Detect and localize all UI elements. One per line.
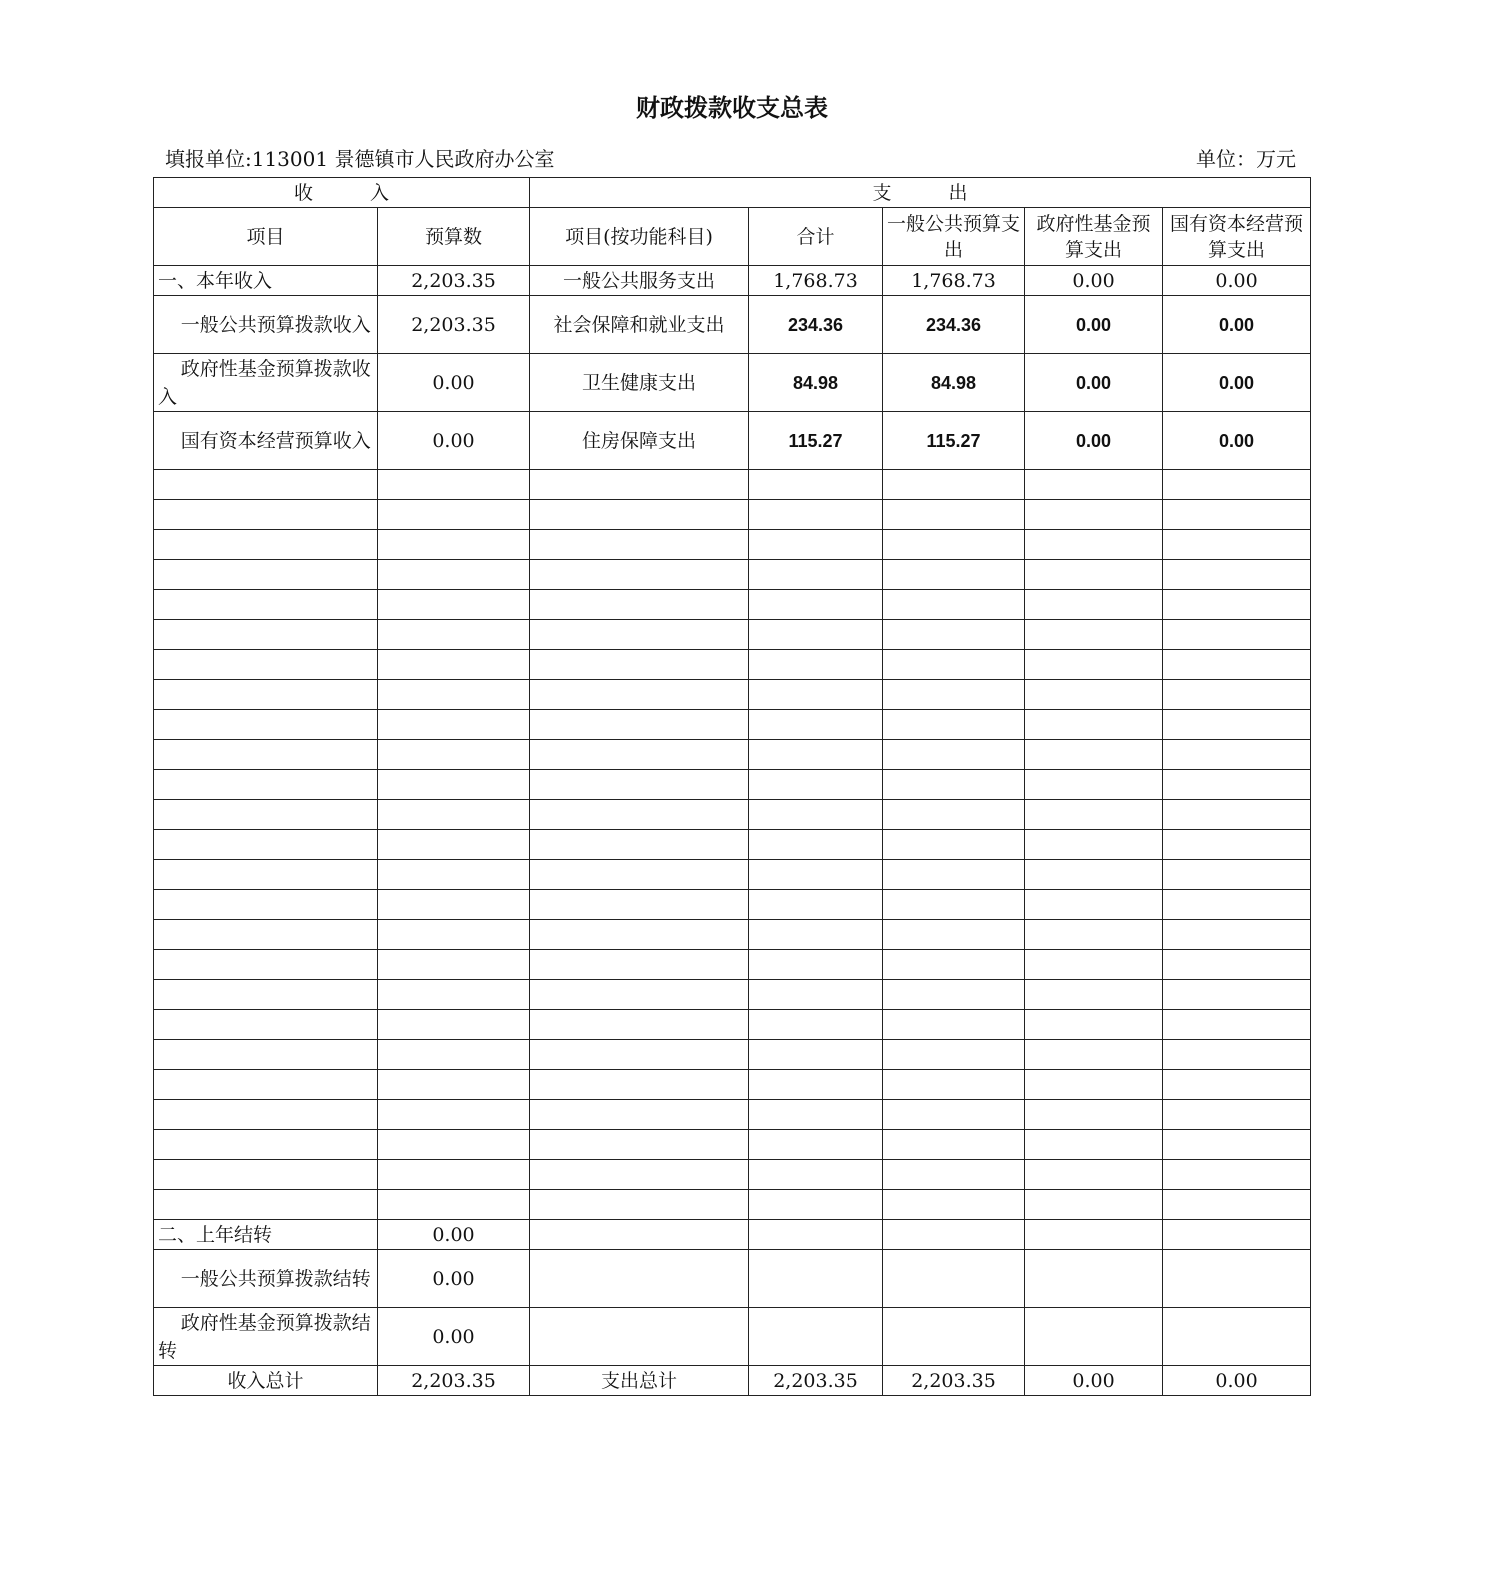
reporting-unit: 填报单位:113001 景德镇市人民政府办公室 xyxy=(165,147,555,171)
empty-cell xyxy=(530,500,749,530)
empty-cell xyxy=(154,1160,378,1190)
empty-cell xyxy=(1163,1100,1311,1130)
empty-cell xyxy=(1025,470,1163,500)
empty-cell xyxy=(1025,530,1163,560)
table-cell xyxy=(883,1308,1025,1366)
table-cell xyxy=(749,1250,883,1308)
empty-cell xyxy=(530,470,749,500)
empty-cell xyxy=(749,620,883,650)
empty-cell xyxy=(1163,950,1311,980)
table-cell: 政府性基金预算拨款结转 xyxy=(154,1308,378,1366)
empty-cell xyxy=(154,1070,378,1100)
empty-cell xyxy=(1163,920,1311,950)
empty-cell xyxy=(883,950,1025,980)
empty-cell xyxy=(883,1160,1025,1190)
empty-cell xyxy=(1025,830,1163,860)
empty-cell xyxy=(1163,500,1311,530)
empty-cell xyxy=(1163,740,1311,770)
empty-cell xyxy=(749,1040,883,1070)
empty-cell xyxy=(530,860,749,890)
table-cell: 0.00 xyxy=(378,1308,530,1366)
table-cell: 115.27 xyxy=(749,412,883,470)
empty-cell xyxy=(883,1100,1025,1130)
table-cell: 0.00 xyxy=(1163,296,1311,354)
empty-cell xyxy=(749,650,883,680)
empty-cell xyxy=(154,800,378,830)
empty-cell xyxy=(154,890,378,920)
empty-cell xyxy=(883,800,1025,830)
empty-cell xyxy=(530,1130,749,1160)
table-cell: 0.00 xyxy=(378,354,530,412)
empty-cell xyxy=(378,950,530,980)
currency-unit: 单位：万元 xyxy=(1196,147,1296,171)
table-cell xyxy=(749,1308,883,1366)
empty-cell xyxy=(378,830,530,860)
empty-cell xyxy=(1025,1190,1163,1220)
table-cell: 84.98 xyxy=(749,354,883,412)
table-cell xyxy=(1163,1308,1311,1366)
empty-cell xyxy=(154,740,378,770)
table-cell: 2,203.35 xyxy=(378,296,530,354)
empty-cell xyxy=(378,890,530,920)
empty-cell xyxy=(1025,740,1163,770)
empty-cell xyxy=(883,710,1025,740)
table-cell xyxy=(530,1250,749,1308)
empty-cell xyxy=(883,1040,1025,1070)
table-cell: 2,203.35 xyxy=(378,266,530,296)
table-cell xyxy=(1025,1250,1163,1308)
empty-cell xyxy=(1025,1160,1163,1190)
empty-cell xyxy=(1163,1190,1311,1220)
empty-cell xyxy=(749,1130,883,1160)
empty-cell xyxy=(378,470,530,500)
empty-cell xyxy=(1163,560,1311,590)
col-header: 项目(按功能科目) xyxy=(530,208,749,266)
empty-cell xyxy=(154,950,378,980)
empty-cell xyxy=(749,560,883,590)
empty-cell xyxy=(1025,890,1163,920)
empty-row xyxy=(154,1190,1311,1220)
empty-cell xyxy=(749,680,883,710)
empty-cell xyxy=(749,590,883,620)
empty-cell xyxy=(1163,650,1311,680)
empty-cell xyxy=(154,560,378,590)
empty-cell xyxy=(883,740,1025,770)
empty-cell xyxy=(749,830,883,860)
empty-cell xyxy=(378,800,530,830)
col-header: 政府性基金预算支出 xyxy=(1025,208,1163,266)
empty-cell xyxy=(883,890,1025,920)
empty-cell xyxy=(154,1040,378,1070)
empty-row xyxy=(154,1010,1311,1040)
empty-cell xyxy=(1163,530,1311,560)
table-cell xyxy=(883,1220,1025,1250)
empty-cell xyxy=(530,590,749,620)
table-cell xyxy=(1025,1308,1163,1366)
empty-cell xyxy=(749,530,883,560)
table-cell: 0.00 xyxy=(1163,412,1311,470)
table-cell xyxy=(1163,1220,1311,1250)
empty-cell xyxy=(378,500,530,530)
table-row xyxy=(154,1220,1311,1250)
empty-cell xyxy=(154,980,378,1010)
empty-cell xyxy=(883,620,1025,650)
col-header: 一般公共预算支出 xyxy=(883,208,1025,266)
empty-cell xyxy=(530,770,749,800)
empty-cell xyxy=(530,1100,749,1130)
empty-cell xyxy=(1163,1070,1311,1100)
empty-row xyxy=(154,740,1311,770)
header-row-columns xyxy=(154,208,1311,266)
empty-cell xyxy=(378,650,530,680)
empty-cell xyxy=(883,1190,1025,1220)
empty-cell xyxy=(749,980,883,1010)
empty-cell xyxy=(378,620,530,650)
empty-cell xyxy=(1025,800,1163,830)
empty-cell xyxy=(749,800,883,830)
fiscal-summary-table xyxy=(153,177,1311,1396)
empty-cell xyxy=(883,590,1025,620)
empty-cell xyxy=(530,980,749,1010)
income-header: 收 入 xyxy=(154,178,530,208)
empty-cell xyxy=(749,950,883,980)
empty-cell xyxy=(1163,800,1311,830)
empty-cell xyxy=(1025,500,1163,530)
empty-cell xyxy=(154,680,378,710)
table-cell: 二、上年结转 xyxy=(154,1220,378,1250)
empty-cell xyxy=(530,560,749,590)
table-cell: 住房保障支出 xyxy=(530,412,749,470)
empty-cell xyxy=(883,920,1025,950)
empty-cell xyxy=(1025,770,1163,800)
empty-cell xyxy=(1025,1010,1163,1040)
table-row xyxy=(154,1366,1311,1396)
table-cell: 一般公共服务支出 xyxy=(530,266,749,296)
table-cell: 2,203.35 xyxy=(883,1366,1025,1396)
empty-row xyxy=(154,1040,1311,1070)
empty-cell xyxy=(530,740,749,770)
empty-cell xyxy=(749,470,883,500)
table-cell: 一、本年收入 xyxy=(154,266,378,296)
empty-row xyxy=(154,530,1311,560)
col-header: 合计 xyxy=(749,208,883,266)
empty-cell xyxy=(154,500,378,530)
table-cell xyxy=(1163,1250,1311,1308)
empty-cell xyxy=(378,1070,530,1100)
empty-cell xyxy=(154,770,378,800)
empty-cell xyxy=(530,890,749,920)
table-cell: 国有资本经营预算收入 xyxy=(154,412,378,470)
empty-cell xyxy=(1025,620,1163,650)
table-cell xyxy=(530,1308,749,1366)
table-cell: 1,768.73 xyxy=(749,266,883,296)
empty-cell xyxy=(154,710,378,740)
empty-cell xyxy=(378,740,530,770)
table-cell: 84.98 xyxy=(883,354,1025,412)
table-cell: 支出总计 xyxy=(530,1366,749,1396)
empty-cell xyxy=(1163,890,1311,920)
empty-cell xyxy=(378,590,530,620)
empty-cell xyxy=(883,530,1025,560)
empty-cell xyxy=(1163,830,1311,860)
empty-cell xyxy=(154,530,378,560)
empty-row xyxy=(154,680,1311,710)
table-row xyxy=(154,266,1311,296)
table-cell: 0.00 xyxy=(378,412,530,470)
empty-cell xyxy=(378,1100,530,1130)
empty-cell xyxy=(1163,620,1311,650)
empty-cell xyxy=(1163,1130,1311,1160)
empty-cell xyxy=(1025,590,1163,620)
table-row xyxy=(154,412,1311,470)
empty-cell xyxy=(154,1010,378,1040)
table-cell: 234.36 xyxy=(749,296,883,354)
empty-cell xyxy=(154,590,378,620)
empty-cell xyxy=(154,1190,378,1220)
empty-cell xyxy=(530,1070,749,1100)
empty-cell xyxy=(1163,710,1311,740)
table-cell: 一般公共预算拨款结转 xyxy=(154,1250,378,1308)
empty-cell xyxy=(749,500,883,530)
empty-cell xyxy=(154,860,378,890)
table-cell: 234.36 xyxy=(883,296,1025,354)
empty-cell xyxy=(749,770,883,800)
empty-cell xyxy=(530,950,749,980)
empty-cell xyxy=(749,1070,883,1100)
empty-cell xyxy=(530,1010,749,1040)
empty-cell xyxy=(749,710,883,740)
empty-cell xyxy=(883,1010,1025,1040)
empty-row xyxy=(154,980,1311,1010)
empty-row xyxy=(154,770,1311,800)
empty-row xyxy=(154,860,1311,890)
empty-cell xyxy=(378,1130,530,1160)
table-row xyxy=(154,296,1311,354)
table-cell: 0.00 xyxy=(1025,412,1163,470)
empty-cell xyxy=(749,1190,883,1220)
col-header: 国有资本经营预算支出 xyxy=(1163,208,1311,266)
empty-cell xyxy=(1025,980,1163,1010)
empty-cell xyxy=(1163,1010,1311,1040)
table-cell: 115.27 xyxy=(883,412,1025,470)
table-cell: 2,203.35 xyxy=(378,1366,530,1396)
empty-cell xyxy=(749,740,883,770)
empty-row xyxy=(154,800,1311,830)
table-row xyxy=(154,1250,1311,1308)
empty-cell xyxy=(1025,1070,1163,1100)
table-cell xyxy=(749,1220,883,1250)
empty-row xyxy=(154,1130,1311,1160)
table-cell: 政府性基金预算拨款收入 xyxy=(154,354,378,412)
empty-cell xyxy=(378,1040,530,1070)
empty-row xyxy=(154,500,1311,530)
empty-row xyxy=(154,1160,1311,1190)
empty-cell xyxy=(883,470,1025,500)
empty-cell xyxy=(1025,950,1163,980)
col-header: 预算数 xyxy=(378,208,530,266)
table-cell: 0.00 xyxy=(1163,266,1311,296)
empty-cell xyxy=(530,710,749,740)
empty-cell xyxy=(1025,1100,1163,1130)
empty-cell xyxy=(378,920,530,950)
table-cell: 0.00 xyxy=(1163,1366,1311,1396)
empty-cell xyxy=(378,530,530,560)
empty-cell xyxy=(530,530,749,560)
empty-cell xyxy=(530,1160,749,1190)
empty-row xyxy=(154,890,1311,920)
empty-cell xyxy=(883,650,1025,680)
empty-cell xyxy=(154,470,378,500)
empty-cell xyxy=(749,920,883,950)
empty-cell xyxy=(1163,1040,1311,1070)
table-cell: 收入总计 xyxy=(154,1366,378,1396)
empty-cell xyxy=(378,1190,530,1220)
page-title: 财政拨款收支总表 xyxy=(636,94,828,122)
table-row xyxy=(154,1308,1311,1366)
empty-cell xyxy=(378,980,530,1010)
empty-row xyxy=(154,1100,1311,1130)
empty-row xyxy=(154,560,1311,590)
empty-cell xyxy=(1163,1160,1311,1190)
empty-cell xyxy=(883,860,1025,890)
table-cell xyxy=(883,1250,1025,1308)
empty-cell xyxy=(154,1100,378,1130)
empty-row xyxy=(154,470,1311,500)
empty-cell xyxy=(378,560,530,590)
empty-cell xyxy=(154,920,378,950)
table-cell: 卫生健康支出 xyxy=(530,354,749,412)
table-cell: 0.00 xyxy=(1025,296,1163,354)
empty-cell xyxy=(1025,860,1163,890)
col-header: 项目 xyxy=(154,208,378,266)
empty-cell xyxy=(530,620,749,650)
table-cell: 0.00 xyxy=(378,1220,530,1250)
empty-cell xyxy=(530,920,749,950)
empty-cell xyxy=(1025,1040,1163,1070)
table-cell xyxy=(530,1220,749,1250)
empty-row xyxy=(154,590,1311,620)
empty-cell xyxy=(749,860,883,890)
table-cell: 一般公共预算拨款收入 xyxy=(154,296,378,354)
empty-cell xyxy=(1025,710,1163,740)
empty-cell xyxy=(378,710,530,740)
empty-cell xyxy=(1163,770,1311,800)
empty-row xyxy=(154,710,1311,740)
empty-row xyxy=(154,920,1311,950)
empty-cell xyxy=(530,800,749,830)
empty-cell xyxy=(530,830,749,860)
empty-cell xyxy=(154,620,378,650)
empty-cell xyxy=(1025,920,1163,950)
empty-cell xyxy=(378,680,530,710)
empty-cell xyxy=(154,830,378,860)
empty-row xyxy=(154,1070,1311,1100)
table-cell: 0.00 xyxy=(1025,354,1163,412)
empty-cell xyxy=(1163,470,1311,500)
empty-cell xyxy=(883,830,1025,860)
empty-cell xyxy=(1025,680,1163,710)
empty-cell xyxy=(883,980,1025,1010)
empty-cell xyxy=(530,1190,749,1220)
table-cell: 0.00 xyxy=(1025,266,1163,296)
table-cell: 0.00 xyxy=(1163,354,1311,412)
empty-cell xyxy=(749,1160,883,1190)
empty-cell xyxy=(883,500,1025,530)
table-row xyxy=(154,354,1311,412)
table-cell: 2,203.35 xyxy=(749,1366,883,1396)
expense-header: 支 出 xyxy=(530,178,1311,208)
empty-cell xyxy=(1025,650,1163,680)
header-row-group xyxy=(154,178,1311,208)
empty-row xyxy=(154,620,1311,650)
table-cell: 社会保障和就业支出 xyxy=(530,296,749,354)
empty-cell xyxy=(154,1130,378,1160)
empty-cell xyxy=(1025,1130,1163,1160)
empty-cell xyxy=(749,1100,883,1130)
empty-cell xyxy=(883,770,1025,800)
empty-cell xyxy=(378,1160,530,1190)
empty-cell xyxy=(530,680,749,710)
empty-cell xyxy=(749,1010,883,1040)
empty-cell xyxy=(749,890,883,920)
empty-cell xyxy=(530,1040,749,1070)
empty-cell xyxy=(883,1130,1025,1160)
empty-cell xyxy=(883,560,1025,590)
empty-cell xyxy=(1163,860,1311,890)
empty-cell xyxy=(1163,980,1311,1010)
table-cell: 1,768.73 xyxy=(883,266,1025,296)
empty-cell xyxy=(378,1010,530,1040)
empty-cell xyxy=(1163,680,1311,710)
empty-cell xyxy=(883,680,1025,710)
empty-cell xyxy=(378,770,530,800)
empty-cell xyxy=(378,860,530,890)
empty-cell xyxy=(1163,590,1311,620)
empty-cell xyxy=(530,650,749,680)
empty-cell xyxy=(154,650,378,680)
empty-row xyxy=(154,950,1311,980)
empty-row xyxy=(154,830,1311,860)
table-cell xyxy=(1025,1220,1163,1250)
table-cell: 0.00 xyxy=(1025,1366,1163,1396)
empty-cell xyxy=(883,1070,1025,1100)
empty-cell xyxy=(1025,560,1163,590)
table-cell: 0.00 xyxy=(378,1250,530,1308)
empty-row xyxy=(154,650,1311,680)
